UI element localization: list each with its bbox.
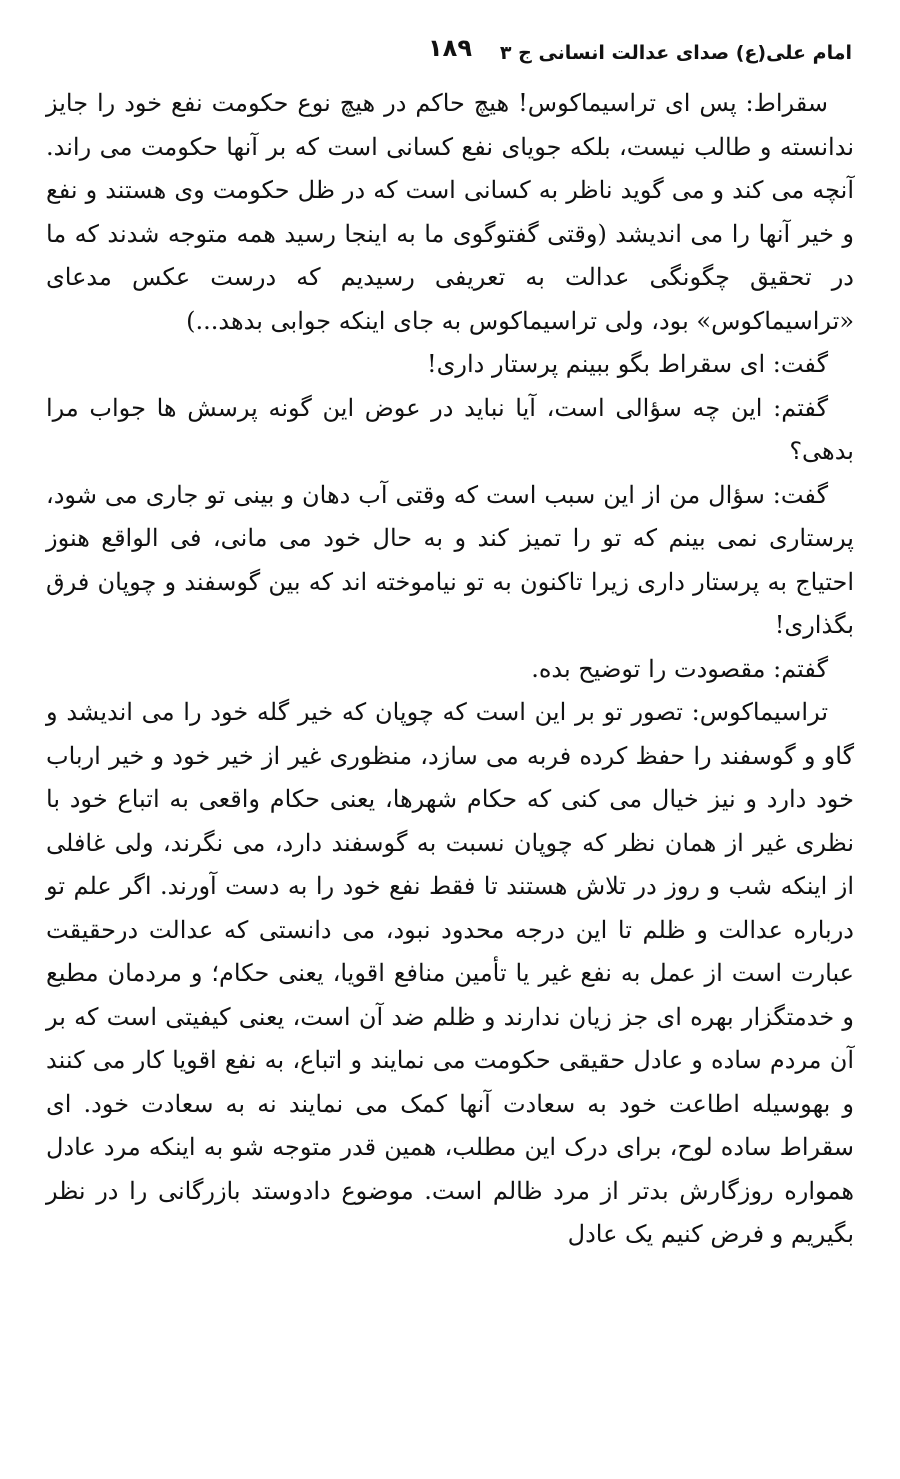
paragraph-he-said-nurse: گفت: ای سقراط بگو ببینم پرستار داری!: [426, 350, 828, 378]
paragraph-he-said-shepherd: گفت: سؤال من از این سبب است که وقتی آب دهان و بینی تو جاری می شود، پرستاری نمی بینم که تو را تمیز کند و به حال خود می مانی، فی الواقع هنوز احتیاج به پرستار داری زیرا تاکنون به تو نیاموخته اند که بین گوسفند و چوپان فرق بگذاری!: [46, 480, 854, 639]
page-number: ۱۸۹: [428, 34, 472, 62]
paragraph-thrasymachus: تراسیماکوس: تصور تو بر این است که چوپان که خیر گله خود را می اندیشد و گاو و گوسفند را حفظ کرده فربه می سازد، منظوری غیر از خیر خود و خیر ارباب خود دارد و نیز خیال می کنی که حکام شهرها، یعنی حکام واقعی به اتباع خود با نظری غیر از همان نظر که چوپان نسبت به گوسفند دارد، می نگرند، ولی غافلی از اینکه شب و روز در تلاش هستند تا فقط نفع خود را به دست آورند. اگر علم تو درباره عدالت و ظلم تا این درجه محدود نبود، می دانستی که عدالت درحقیقت عبارت است از عمل به نفع غیر یا تأمین منافع اقویا، یعنی حکام؛ و مردمان مطیع و خدمتگزار بهره ای جز زیان ندارند و ظلم ضد آن است، یعنی کیفیتی است که بر آن مردم ساده و عادل حقیقی حکومت می نمایند و اتباع، به نفع اقویا کار می کنند و بهوسیله اطاعت خود به سعادت آنها کمک می نمایند نه به سعادت خود. ای سقراط ساده لوح، برای درک این مطلب، همین قدر متوجه شو به اینکه مرد عادل همواره روزگارش بدتر از مرد ظالم است. موضوع دادوستد بازرگانی را در نظر بگیریم و فرض کنیم یک عادل: [46, 698, 855, 1248]
paragraph-i-said-question: گفتم: این چه سؤالی است، آیا نباید در عوض این گونه پرسش ها جواب مرا بدهی؟: [46, 393, 854, 465]
running-head: [46, 34, 854, 82]
body-text: [46, 82, 854, 1257]
paragraph-i-said-explain: گفتم: مقصودت را توضیح بده.: [531, 654, 828, 683]
running-title: امام علی(ع) صدای عدالت انسانی ج ۳: [499, 42, 852, 64]
paragraph-socrates: سقراط: پس ای تراسیماکوس! هیچ حاکم در هیچ نوع حکومت نفع خود را جایز ندانسته و طالب نیست، بلکه جویای نفع کسانی است که بر آنها حکومت می راند. آنچه می کند و می گوید ناظر به کسانی است که در ظل حکومت وی هستند و نفع و خیر آنها را می اندیشد (وقتی گفتوگوی ما به اینجا رسید همه متوجه شدند که ما در تحقیق چگونگی عدالت به تعریفی رسیدیم که درست عکس مدعای «تراسیماکوس» بود، ولی تراسیماکوس به جای اینکه جوابی بدهد...): [46, 89, 854, 335]
